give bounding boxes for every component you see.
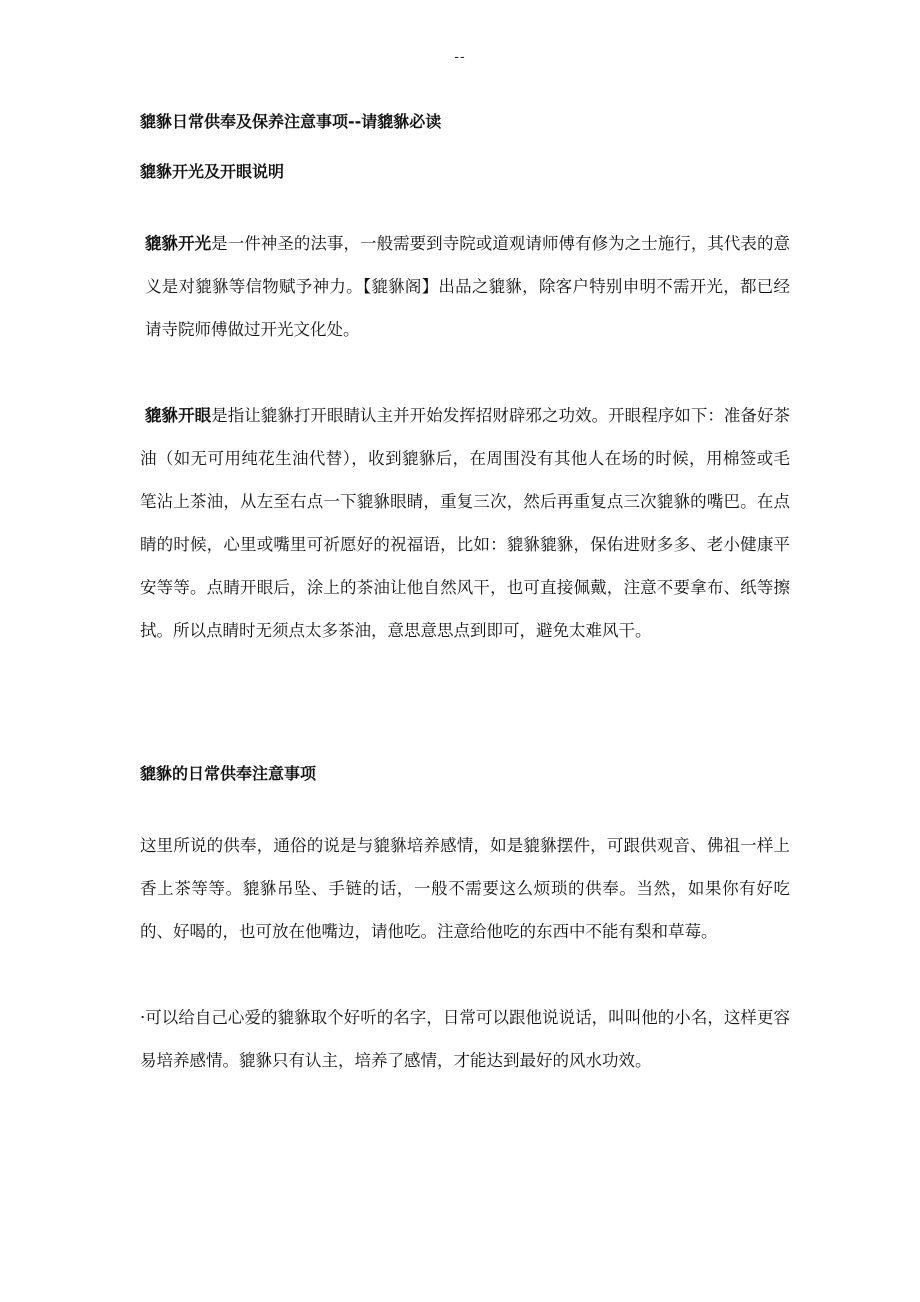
paragraph-daily-offering: 这里所说的供奉，通俗的说是与貔貅培养感情，如是貔貅摆件，可跟供观音、佛祖一样上香上茶等等。貔貅吊坠、手链的话，一般不需要这么烦琐的供奉。当然，如果你有好吃的、好喝的，也可放在他嘴边，请他吃。注意给他吃的东西中不能有梨和草莓。	[140, 836, 790, 941]
paragraph-kaiguang-text: 是一件神圣的法事，一般需要到寺院或道观请师傅有修为之士施行，其代表的意义是对貔貅等信物赋予神力。【貔貅阁】出品之貔貅，除客户特别申明不需开光，都已经请寺院师傅做过开光文化处。	[145, 234, 791, 339]
lead-term-kaiyan: 貔貅开眼	[145, 406, 212, 425]
paragraph-naming-tip: ·可以给自己心爱的貔貅取个好听的名字，日常可以跟他说说话，叫叫他的小名，这样更容易培养感情。貔貅只有认主，培养了感情，才能达到最好的风水功效。	[140, 1008, 790, 1070]
lead-term-kaiguang: 貔貅开光	[145, 234, 212, 253]
paragraph-kaiyan-text: 是指让貔貅打开眼睛认主并开始发挥招财辟邪之功效。开眼程序如下：准备好茶油（如无可用纯花生油代替），收到貔貅后，在周围没有其他人在场的时候，用棉签或毛笔沾上茶油，从左至右点一下貔貅眼睛，重复三次，然后再重复点三次貔貅的嘴巴。在点睛的时候，心里或嘴里可祈愿好的祝福语，比如：貔貅貔貅，保佑进财多多、老小健康平安等等。点睛开眼后，涂上的茶油让他自然风干，也可直接佩戴，注意不要拿布、纸等擦拭。所以点睛时无须点太多茶油，意思意思点到即可，避免太难风干。	[140, 406, 791, 640]
section-heading-daily-care: 貔貅的日常供奉注意事项	[140, 764, 317, 783]
document-body	[140, 108, 790, 1082]
page-header-mark: --	[454, 50, 466, 65]
paragraph-kaiyan	[140, 394, 790, 652]
paragraph-kaiguang	[140, 222, 790, 351]
section-heading-kaiguang: 貔貅开光及开眼说明	[140, 162, 285, 181]
document-title: 貔貅日常供奉及保养注意事项--请貔貅必读	[140, 112, 442, 131]
